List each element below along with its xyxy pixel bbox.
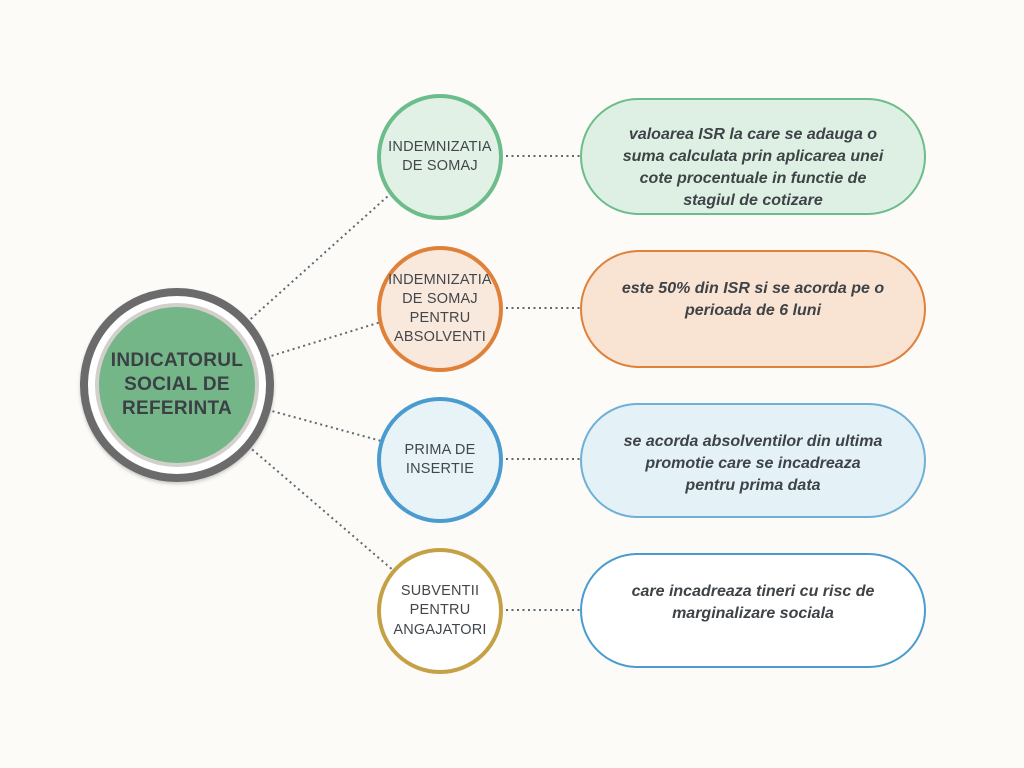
center-node	[80, 288, 274, 482]
pill-text: valoarea ISR la care se adauga o suma calculata prin aplicarea unei cote procentuale in functie de stagiul de cotizare	[622, 126, 884, 209]
pill-prima-de-insertie	[580, 403, 926, 518]
pill-indemnizatia-absolventi	[580, 250, 926, 368]
center-title: INDICATORUL SOCIAL DE REFERINTA	[110, 349, 244, 420]
pill-indemnizatia-de-somaj	[580, 98, 926, 215]
branch-label: INDEMNIZATIA DE SOMAJ	[388, 138, 492, 174]
pill-text: este 50% din ISR si se acorda pe o perioada de 6 luni	[621, 280, 885, 319]
center-node-inner	[95, 303, 259, 467]
branch-circle-prima-de-insertie	[377, 397, 503, 523]
branch-label: PRIMA DE INSERTIE	[404, 441, 476, 477]
pill-text: care incadreaza tineri cu risc de marginalizare sociala	[631, 583, 875, 622]
pill-subventii-angajatori	[580, 553, 926, 668]
branch-circle-indemnizatia-de-somaj	[377, 94, 503, 220]
branch-circle-subventii-angajatori	[377, 548, 503, 674]
branch-label: INDEMNIZATIA DE SOMAJ PENTRU ABSOLVENTI	[388, 271, 492, 346]
branch-circle-indemnizatia-absolventi	[377, 246, 503, 372]
branch-label: SUBVENTII PENTRU ANGAJATORI	[393, 583, 487, 638]
pill-text: se acorda absolventilor din ultima promotie care se incadreaza pentru prima data	[623, 433, 883, 494]
